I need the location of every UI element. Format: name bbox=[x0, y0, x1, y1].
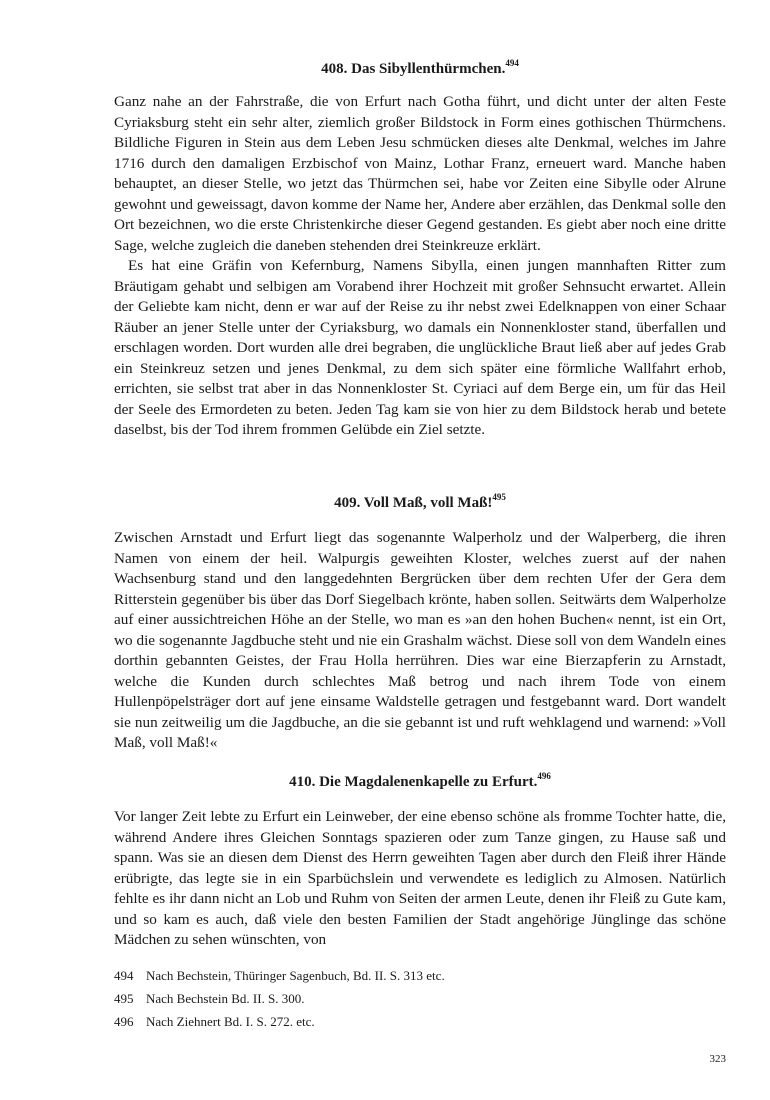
paragraph: Vor langer Zeit lebte zu Erfurt ein Leinweber, der eine ebenso schöne als fromme Tochter hatte, die, während Andere ihres Gleichen Sonntags spazieren oder zum Tanze gingen, zu Hause saß und spann. Was sie an diesen dem Dienst des Herrn geweihten Tagen aber durch den Fleiß ihrer Hände erübrigte, das legte sie in ein Sparbüchslein und verwendete es lediglich zu Almosen. Natürlich fehlte es ihr dann nicht an Lob und Ruhm von Seiten der armen Leute, denen ihr Fleiß zu Gute kam, und so kam es auch, daß viele den besten Familien der Stadt angehörige Jünglinge das schöne Mädchen zu sehen wünschten, von bbox=[114, 808, 726, 948]
section-body-409 bbox=[114, 528, 726, 754]
section-body-408 bbox=[114, 92, 726, 441]
section-heading-409 bbox=[114, 494, 726, 512]
footnote-text: Nach Ziehnert Bd. I. S. 272. etc. bbox=[146, 1014, 315, 1029]
paragraph: Zwischen Arnstadt und Erfurt liegt das sogenannte Walperholz und der Walperberg, die ihren Namen von einem der heil. Walpurgis geweihten Kloster, welches zuerst auf der nahen Wachsenburg stand und den langgedehnten Bergrücken über dem rechten Ufer der Gera dem Ritterstein gegenüber bis über das Dorf Siegelbach krönte, haben sollen. Seitwärts dem Walperholze auf einer aussichtreichen Höhe an der Stelle, wo man es »an den hohen Buchen« nennt, ist ein Ort, wo die sogenannte Jagdbuche steht und nie ein Grashalm wächst. Diese soll von dem Wandeln eines dorthin gebannten Geistes, der Frau Holla herrühren. Dies war eine Bierzapferin zu Arnstadt, welche die Kunden durch schlechtes Maß betrog und nach ihrem Tode von einem Hullenpöpelsträger dort auf jene einsame Waldstelle getragen und festgebannt ward. Dort wandelt sie nun zeitweilig um die Jagdbuche, an die sie gebannt ist und ruft wehklagend und warnend: »Voll Maß, voll Maß!« bbox=[114, 529, 726, 751]
heading-title: 409. Voll Maß, voll Maß! bbox=[334, 495, 493, 511]
footnote-text: Nach Bechstein, Thüringer Sagenbuch, Bd. II. S. 313 etc. bbox=[146, 968, 445, 983]
heading-title: 408. Das Sibyllenthürmchen. bbox=[321, 61, 506, 77]
footnote-ref: 495 bbox=[492, 492, 506, 502]
footnote-ref: 494 bbox=[505, 58, 519, 68]
paragraph: Es hat eine Gräfin von Kefernburg, Namens Sibylla, einen jungen mannhaften Ritter zum Bräutigam gehabt und selbigen am Vorabend ihrer Hochzeit mit großer Sehnsucht erwartet. Allein der Geliebte kam nicht, denn er war auf der Reise zu ihr nebst zwei Edelknappen von einer Schaar Räuber an jener Stelle unter der Cyriaksburg, wo damals ein Nonnenkloster stand, überfallen und erschlagen worden. Dort wurden alle drei begraben, die unglückliche Braut ließ aber auf jedes Grab ein Steinkreuz setzen und jenes Denkmal, zu dem sich später eine förmliche Wallfahrt erhob, errichten, sie selbst trat aber in das Nonnenkloster St. Cyriaci auf dem Berge ein, um für das Heil der Seele des Ermordeten zu beten. Jeden Tag kam sie von hier zu dem Bildstock herab und betete daselbst, bis der Tod ihrem frommen Gelübde ein Ziel setzte. bbox=[114, 257, 726, 438]
footnote-number: 496 bbox=[114, 1014, 134, 1029]
footnote bbox=[114, 968, 726, 984]
footnote bbox=[114, 1014, 726, 1030]
section-heading-408 bbox=[114, 60, 726, 78]
paragraph: Ganz nahe an der Fahrstraße, die von Erfurt nach Gotha führt, und dicht unter der alten Feste Cyriaksburg steht ein sehr alter, ziemlich großer Bildstock in Form eines gothischen Thürmchens. Bildliche Figuren in Stein aus dem Leben Jesu schmücken dieses alte Denkmal, welches im Jahre 1716 durch den damaligen Erzbischof von Mainz, Lothar Franz, erneuert ward. Manche haben behauptet, an dieser Stelle, wo jetzt das Thürmchen sei, habe vor Zeiten eine Sibylle oder Alrune gewohnt und geweissagt, davon komme der Name her, Andere aber erzählen, das Denkmal solle den Ort bezeichnen, wo die erste Christenkirche dieser Gegend gestanden. Es giebt aber noch eine dritte Sage, welche zugleich die daneben stehenden drei Steinkreuze erklärt. bbox=[114, 93, 726, 254]
footnote bbox=[114, 991, 726, 1007]
section-heading-410 bbox=[114, 773, 726, 791]
page-number: 323 bbox=[709, 1053, 726, 1065]
section-body-410 bbox=[114, 807, 726, 951]
heading-title: 410. Die Magdalenenkapelle zu Erfurt. bbox=[289, 774, 538, 790]
footnote-number: 494 bbox=[114, 968, 134, 983]
footnote-number: 495 bbox=[114, 991, 134, 1006]
footnote-ref: 496 bbox=[537, 771, 551, 781]
footnote-text: Nach Bechstein Bd. II. S. 300. bbox=[146, 991, 305, 1006]
